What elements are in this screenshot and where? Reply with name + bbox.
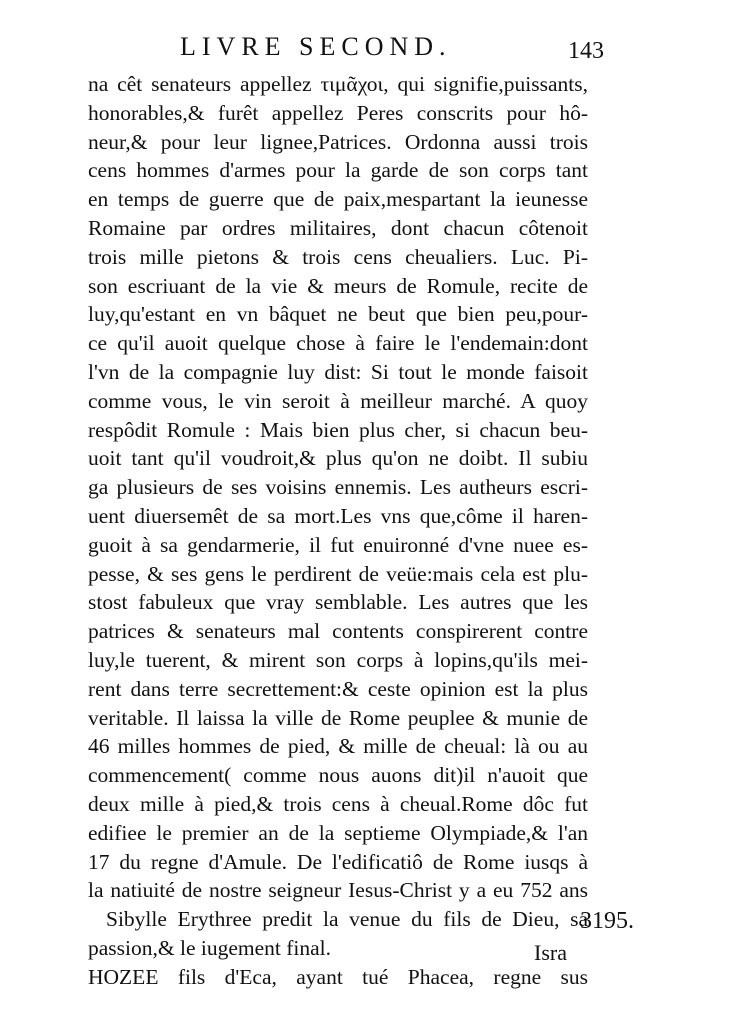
running-head: LIVRE SECOND.	[180, 32, 452, 61]
text-line: uoit tant qu'il voudroit,& plus qu'on ne doibt. Il subiu	[88, 446, 588, 471]
text-line: comme vous, le vin seroit à meilleur marché. A quoy	[88, 388, 588, 413]
text-line: ga plusieurs de ses voisins ennemis. Les autheurs escri-	[88, 475, 588, 500]
text-line: guoit à sa gendarmerie, il fut enuironné d'vne nuee es-	[88, 532, 588, 557]
text-line: passion,& le iugement final.	[88, 935, 332, 960]
text-line: rent dans terre secrettement:& ceste opinion est la plus	[88, 676, 588, 701]
text-line: 17 du regne d'Amule. De l'edificatiô de Rome iusqs à	[88, 849, 588, 874]
text-line: luy,le tuerent, & mirent son corps à lopins,qu'ils mei-	[88, 647, 588, 672]
text-line: HOZEE fils d'Eca, ayant tué Phacea, regne sus	[88, 964, 588, 989]
text-line: ce qu'il auoit quelque chose à faire le l'endemain:dont	[88, 331, 588, 356]
text-line: la natiuité de nostre seigneur Iesus-Christ y a eu 752 ans	[88, 878, 588, 903]
text-line: 46 milles hommes de pied, & mille de cheual: là ou au	[88, 734, 588, 759]
page-number: 143	[568, 38, 604, 64]
catchword: Isra	[534, 940, 567, 965]
text-line: edifiee le premier an de la septieme Olympiade,& l'an	[88, 820, 588, 845]
text-line: pesse, & ses gens le perdirent de veüe:mais cela est plu-	[88, 561, 588, 586]
text-line: trois mille pietons & trois cens cheualiers. Luc. Pi-	[88, 244, 588, 269]
text-line: son escriuant de la vie & meurs de Romule, recite de	[88, 273, 588, 298]
text-line: l'vn de la compagnie luy dist: Si tout le monde faisoit	[88, 359, 588, 384]
text-line: na cêt senateurs appellez τιμᾶχοι, qui signifie,puissants,	[88, 72, 588, 96]
text-line: Sibylle Erythree predit la venue du fils de Dieu, sa	[106, 907, 588, 932]
text-line: neur,& pour leur lignee,Patrices. Ordonna aussi trois	[88, 129, 588, 154]
text-line: uent diuersemêt de sa mort.Les vns que,côme il haren-	[88, 503, 588, 528]
text-line: veritable. Il laissa la ville de Rome peuplee & munie de	[88, 705, 588, 730]
text-line: honorables,& furêt appellez Peres conscrits pour hô-	[88, 100, 588, 125]
text-line: en temps de guerre que de paix,mespartant la ieunesse	[88, 187, 588, 212]
text-line: commencement( comme nous auons dit)il n'auoit que	[88, 763, 588, 788]
text-line: cens hommes d'armes pour la garde de son corps tant	[88, 158, 588, 183]
text-line: luy,qu'estant en vn bâquet ne beut que bien peu,pour-	[88, 302, 588, 327]
text-line: stost fabuleux que vray semblable. Les autres que les	[88, 590, 588, 615]
margin-year: 3195.	[580, 908, 634, 934]
text-line: Romaine par ordres militaires, dont chacun côtenoit	[88, 215, 588, 240]
text-line: respôdit Romule : Mais bien plus cher, si chacun beu-	[88, 417, 588, 442]
text-line: deux mille à pied,& trois cens à cheual.Rome dôc fut	[88, 791, 588, 816]
body-text	[88, 70, 588, 992]
text-line: patrices & senateurs mal contents conspirerent contre	[88, 619, 588, 644]
